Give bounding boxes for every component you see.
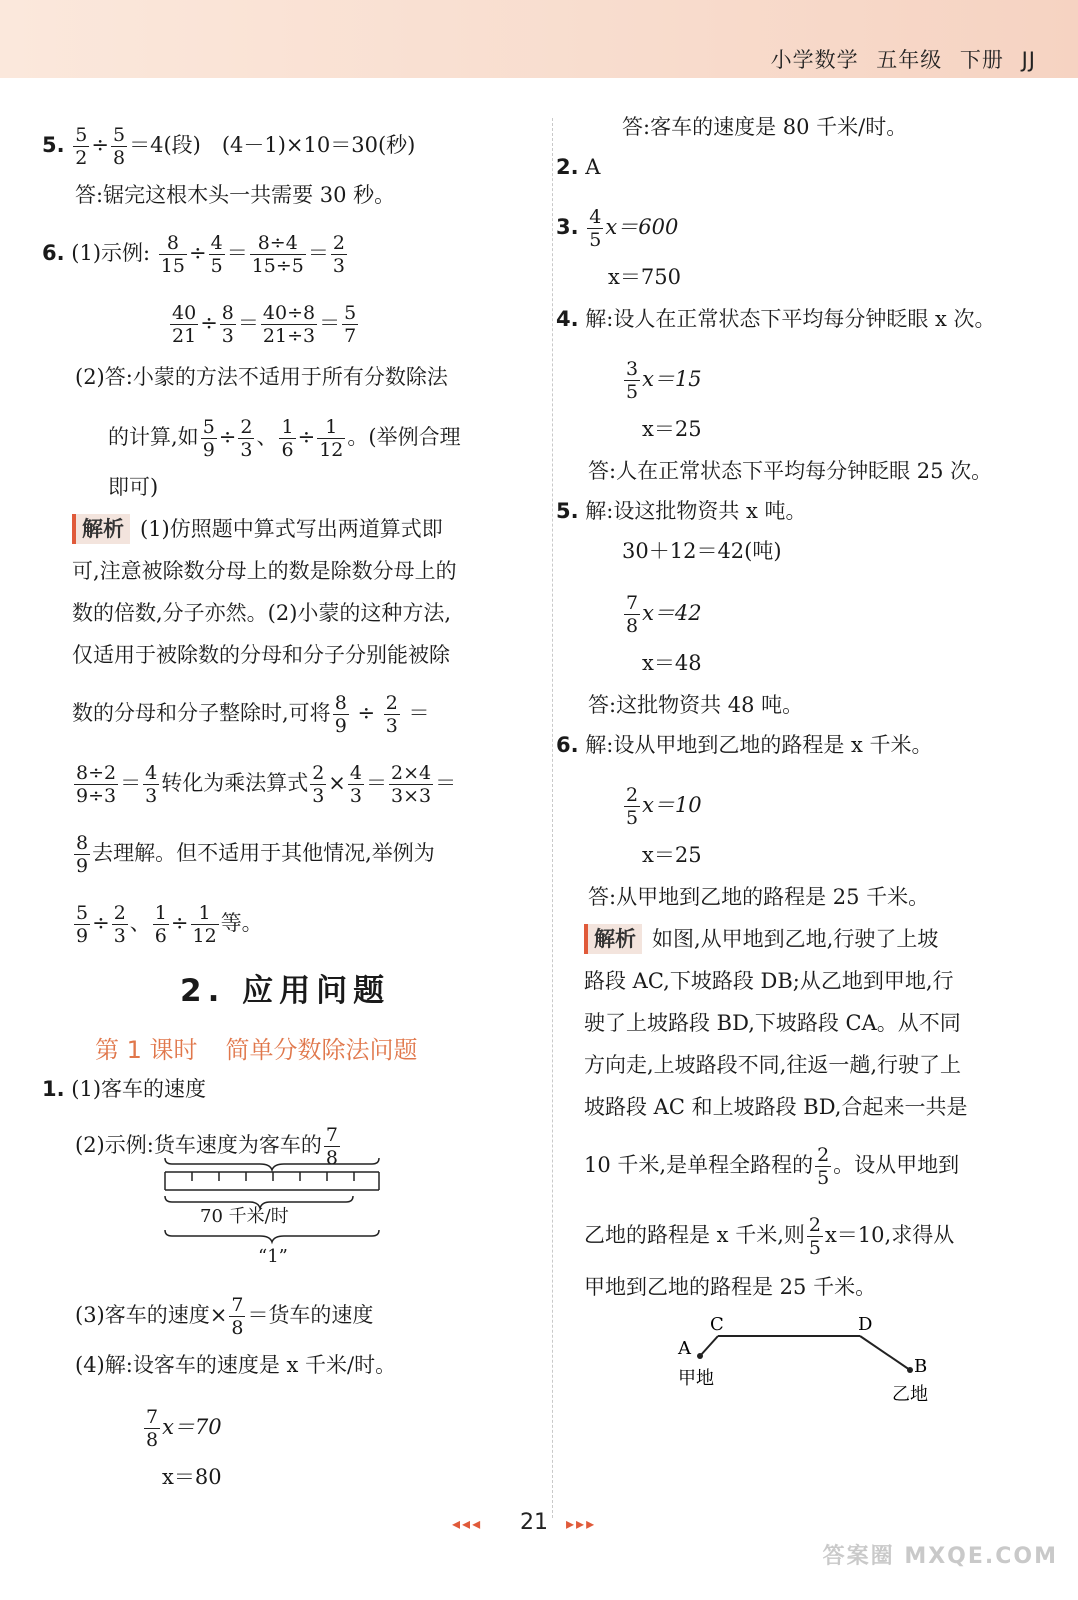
watermark: 答案圈 MXQE.COM	[822, 1544, 1058, 1569]
b1-equation: $\frac{7}{8}$ x＝70	[146, 1406, 222, 1451]
point-b: B	[914, 1356, 928, 1377]
r3-line: 3. $\frac{4}{5}$ x＝600	[556, 206, 679, 251]
q6-line1: 6. (1)示例: $\frac{8}{15}$ ÷ $\frac{4}{5}$ ＝ $\frac{8\div 4}{15\div 5}$ ＝ $\frac{2}{3}$	[42, 232, 345, 277]
section-title: 2. 应用问题	[180, 973, 391, 1009]
q6-p2-line2: 的计算,如 $\frac{5}{9}$ ÷ $\frac{2}{3}$ 、 $\frac{1}{6}$ ÷ $\frac{1}{12}$ 。(举例合理	[108, 416, 461, 461]
analysis-line4: 仅适用于被除数的分母和分子分别能被除	[72, 643, 450, 667]
analysis-line6: $\frac{8\div 2}{9\div 3}$ ＝ $\frac{4}{3}$ 转化为乘法算式 $\frac{2}{3}$ × $\frac{4}{3}$ ＝ $\frac{2\times 4}{3\times 3}$ ＝	[76, 762, 457, 807]
prev-arrows-icon: ◂◂◂	[452, 1514, 483, 1533]
r5-answer: 答:这批物资共 48 吨。	[588, 693, 804, 717]
analysis-line2: 可,注意被除数分母上的数是除数分母上的	[72, 559, 457, 583]
r6-answer: 答:从甲地到乙地的路程是 25 千米。	[588, 885, 930, 909]
diagram-label: 70 千米/时	[200, 1206, 289, 1227]
next-arrows-icon: ▸▸▸	[566, 1514, 597, 1533]
r5-line: 5. 解:设这批物资共 x 吨。	[556, 499, 807, 523]
analysis-line8: $\frac{5}{9}$ ÷ $\frac{2}{3}$ 、 $\frac{1}{6}$ ÷ $\frac{1}{12}$ 等。	[76, 902, 263, 947]
point-a: A	[678, 1338, 691, 1359]
r0-answer: 答:客车的速度是 80 千米/时。	[622, 115, 908, 139]
right-analysis-line4: 方向走,上坡路段不同,往返一趟,行驶了上	[584, 1053, 962, 1077]
right-analysis-line8: 甲地到乙地的路程是 25 千米。	[584, 1275, 877, 1299]
r4-result: x＝25	[642, 417, 702, 441]
b1-line1: 1. (1)客车的速度	[42, 1077, 207, 1101]
r5-equation: $\frac{7}{8}$ x＝42	[626, 592, 702, 637]
right-analysis-line6: 10 千米,是单程全路程的 $\frac{2}{5}$ 。设从甲地到	[584, 1144, 960, 1189]
r4-line: 4. 解:设人在正常状态下平均每分钟眨眼 x 次。	[556, 307, 996, 331]
route-map	[670, 1310, 940, 1410]
place-jia: 甲地	[678, 1368, 714, 1389]
r2-line: 2. A	[556, 155, 601, 179]
right-analysis-line7: 乙地的路程是 x 千米,则 $\frac{2}{5}$ x＝10,求得从	[584, 1214, 955, 1259]
point-c: C	[710, 1314, 724, 1335]
b1-line3: (3)客车的速度× $\frac{7}{8}$ ＝货车的速度	[75, 1294, 374, 1339]
r6-line: 6. 解:设从甲地到乙地的路程是 x 千米。	[556, 733, 933, 757]
right-analysis-line1: 解析 如图,从甲地到乙地,行驶了上坡	[584, 924, 938, 954]
q5-line: 5. $\frac{5}{2}$ ÷ $\frac{5}{8}$ ＝4(段) (4－1)×10＝30(秒)	[42, 124, 416, 169]
r4-equation: $\frac{3}{5}$ x＝15	[626, 358, 702, 403]
b1-line4: (4)解:设客车的速度是 x 千米/时。	[75, 1353, 397, 1377]
page-number: 21	[520, 1510, 548, 1535]
q5-number: 5.	[42, 133, 65, 157]
fraction: $\frac{5}{2}$	[75, 124, 88, 169]
r4-answer: 答:人在正常状态下平均每分钟眨眼 25 次。	[588, 459, 993, 483]
lesson-title: 第 1 课时 简单分数除法问题	[95, 1036, 418, 1064]
point-d: D	[858, 1314, 873, 1335]
q5-answer: 答:锯完这根木头一共需要 30 秒。	[75, 183, 396, 207]
r3-result: x＝750	[608, 265, 681, 289]
column-divider	[552, 118, 553, 1518]
diagram-one: “1”	[258, 1246, 288, 1267]
right-analysis-line3: 驶了上坡路段 BD,下坡路段 CA。从不同	[584, 1011, 961, 1035]
analysis-tag: 解析	[584, 924, 642, 954]
b1-line2: (2)示例:货车速度为客车的 $\frac{7}{8}$	[75, 1124, 338, 1169]
analysis-line1: 解析 (1)仿照题中算式写出两道算式即	[72, 514, 443, 544]
q6-line2: $\frac{40}{21}$ ÷ $\frac{8}{3}$ ＝ $\frac{40\div 8}{21\div 3}$ ＝ $\frac{5}{7}$	[172, 302, 357, 347]
analysis-line3: 数的倍数,分子亦然。(2)小蒙的这种方法,	[72, 601, 452, 625]
right-analysis-line5: 坡路段 AC 和上坡路段 BD,合起来一共是	[584, 1095, 968, 1119]
fraction: $\frac{5}{8}$	[112, 124, 126, 169]
r5-line2: 30＋12＝42(吨)	[622, 539, 782, 563]
place-yi: 乙地	[892, 1384, 928, 1405]
q6-p2-line3: 即可)	[108, 475, 159, 499]
q6-p2-line1: (2)答:小蒙的方法不适用于所有分数除法	[75, 365, 448, 389]
right-analysis-line2: 路段 AC,下坡路段 DB;从乙地到甲地,行	[584, 969, 954, 993]
b1-result: x＝80	[162, 1465, 222, 1489]
header-title: 小学数学 五年级 下册 JJ	[770, 48, 1036, 72]
analysis-tag: 解析	[72, 514, 130, 544]
r6-result: x＝25	[642, 843, 702, 867]
analysis-line5: 数的分母和分子整除时,可将 $\frac{8}{9}$ ÷ $\frac{2}{3}$ ＝	[72, 692, 430, 737]
r6-equation: $\frac{2}{5}$ x＝10	[626, 784, 702, 829]
analysis-line7: $\frac{8}{9}$ 去理解。但不适用于其他情况,举例为	[76, 832, 435, 877]
r5-result: x＝48	[642, 651, 702, 675]
